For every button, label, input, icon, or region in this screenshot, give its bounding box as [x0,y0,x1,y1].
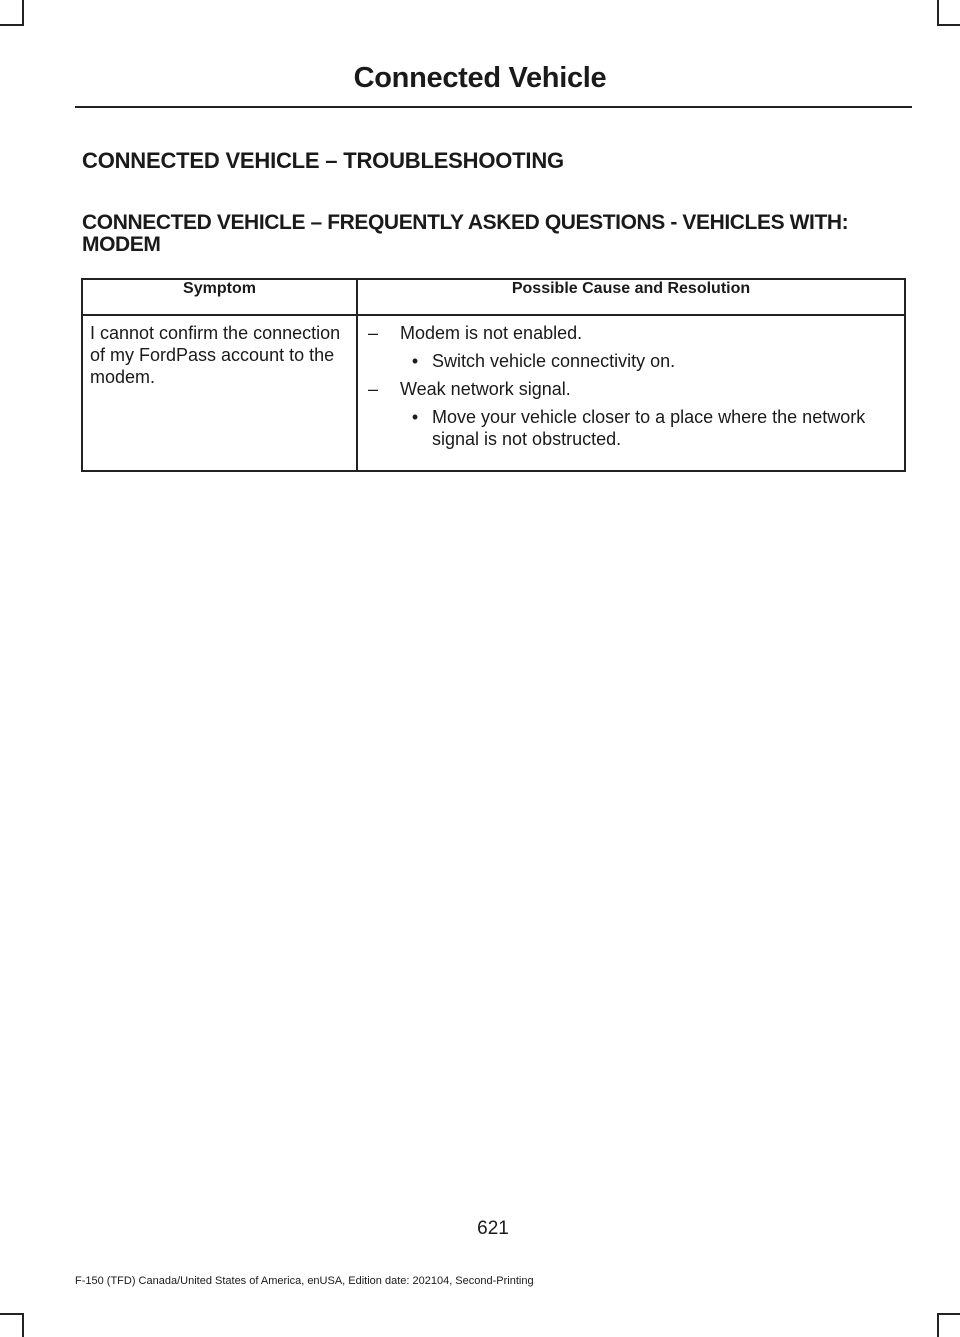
crop-mark [0,24,22,26]
column-header-symptom: Symptom [82,279,357,315]
resolution-item [398,406,894,450]
cause-item [366,378,894,400]
resolution-text: Switch vehicle connectivity on. [432,351,676,371]
table-row [82,315,905,471]
crop-mark [937,0,939,26]
cause-text: Modem is not enabled. [400,323,583,343]
crop-mark [22,1313,24,1337]
subsection-heading: CONNECTED VEHICLE – FREQUENTLY ASKED QUESTIONS - VEHICLES WITH: MODEM [82,211,849,256]
bullet-marker: • [411,407,419,427]
crop-mark [22,0,24,26]
page-number: 621 [477,1218,509,1239]
cause-resolution-cell [357,315,905,471]
crop-mark [0,1313,22,1315]
section-heading: CONNECTED VEHICLE – TROUBLESHOOTING [82,148,564,173]
faq-table [81,278,906,472]
edition-footer: F-150 (TFD) Canada/United States of America, enUSA, Edition date: 202104, Second-Printing [75,1275,534,1287]
resolution-text: Move your vehicle closer to a place where the network signal is not obstructed. [432,407,866,449]
page-header-title: Connected Vehicle [353,62,607,94]
resolution-item [398,350,894,372]
table-header-row [82,279,905,315]
column-header-cause-resolution: Possible Cause and Resolution [357,279,905,315]
header-divider [75,106,912,108]
cause-item [366,322,894,344]
bullet-marker: • [411,351,419,371]
dash-marker: – [368,379,379,399]
crop-mark [937,1313,939,1337]
crop-mark [937,1313,960,1315]
crop-mark [937,24,960,26]
symptom-cell: I cannot confirm the connection of my FordPass account to the modem. [82,315,357,471]
cause-text: Weak network signal. [400,379,571,399]
dash-marker: – [368,323,379,343]
